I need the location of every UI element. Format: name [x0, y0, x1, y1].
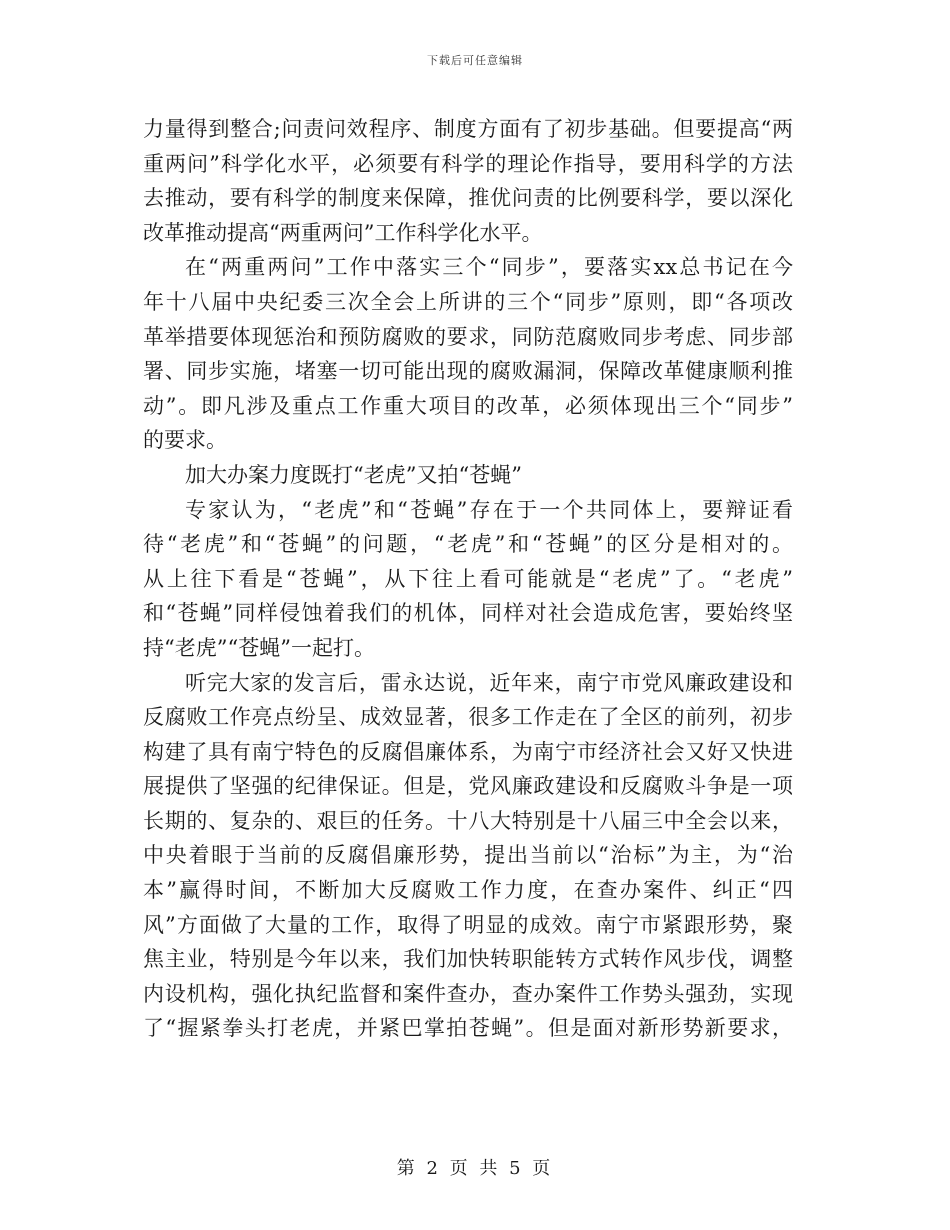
text-line: 展提供了坚强的纪律保证。但是，党风廉政建设和反腐败斗争是一项 [143, 774, 793, 799]
text-line: 改革推动提高“两重两问”工作科学化水平。 [143, 220, 543, 245]
text-line: 加大办案力度既打“老虎”又拍“苍蝇” [185, 462, 522, 487]
text-line: 持“老虎”“苍蝇”一起打。 [143, 635, 375, 660]
text-line: 风”方面做了大量的工作，取得了明显的成效。南宁市紧跟形势，聚 [143, 912, 793, 937]
page-header: 下载后可任意编辑 [427, 54, 523, 67]
paragraph [143, 112, 793, 250]
text-line: 中央着眼于当前的反腐倡廉形势，提出当前以“治标”为主，为“治 [143, 843, 793, 868]
text-line: 从上往下看是“苍蝇”，从下往上看可能就是“老虎”了。“老虎” [143, 566, 793, 591]
text-line: 听完大家的发言后，雷永达说，近年来，南宁市党风廉政建设和 [185, 670, 793, 695]
text-line: 重两问”科学化水平，必须要有科学的理论作指导，要用科学的方法 [143, 151, 793, 176]
text-line: 动”。即凡涉及重点工作重大项目的改革，必须体现出三个“同步” [143, 393, 793, 418]
text-line: 内设机构，强化执纪监督和案件查办，查办案件工作势头强劲，实现 [143, 981, 793, 1006]
paragraph [143, 666, 793, 1047]
paragraph [143, 493, 793, 666]
text-line: 去推动，要有科学的制度来保障，推优问责的比例要科学，要以深化 [143, 186, 793, 211]
text-line: 本”赢得时间，不断加大反腐败工作力度，在查办案件、纠正“四 [143, 878, 793, 903]
text-line: 待“老虎”和“苍蝇”的问题，“老虎”和“苍蝇”的区分是相对的。 [143, 532, 793, 557]
text-line: 焦主业，特别是今年以来，我们加快转职能转方式转作风步伐，调整 [143, 947, 793, 972]
text-line: 了“握紧拳头打老虎，并紧巴掌拍苍蝇”。但是面对新形势新要求， [143, 1016, 793, 1041]
text-line: 在“两重两问”工作中落实三个“同步”，要落实xx总书记在今 [185, 255, 793, 280]
text-line: 反腐败工作亮点纷呈、成效显著，很多工作走在了全区的前列，初步 [143, 705, 793, 730]
section-heading [143, 458, 793, 493]
text-line: 和“苍蝇”同样侵蚀着我们的机体，同样对社会造成危害，要始终坚 [143, 601, 793, 626]
text-line: 专家认为，“老虎”和“苍蝇”存在于一个共同体上，要辩证看 [185, 497, 793, 522]
text-line: 年十八届中央纪委三次全会上所讲的三个“同步”原则，即“各项改 [143, 289, 793, 314]
text-line: 署、同步实施，堵塞一切可能出现的腐败漏洞，保障改革健康顺利推 [143, 359, 793, 384]
text-line: 的要求。 [143, 428, 227, 453]
text-line: 构建了具有南宁特色的反腐倡廉体系，为南宁市经济社会又好又快进 [143, 739, 793, 764]
page-number-footer: 第 2 页 共 5 页 [396, 1158, 554, 1179]
document-body [143, 112, 793, 1046]
text-line: 革举措要体现惩治和预防腐败的要求，同防范腐败同步考虑、同步部 [143, 324, 793, 349]
text-line: 力量得到整合;问责问效程序、制度方面有了初步基础。但要提高“两 [143, 117, 793, 141]
text-line: 长期的、复杂的、艰巨的任务。十八大特别是十八届三中全会以来， [143, 808, 793, 833]
paragraph [143, 250, 793, 458]
